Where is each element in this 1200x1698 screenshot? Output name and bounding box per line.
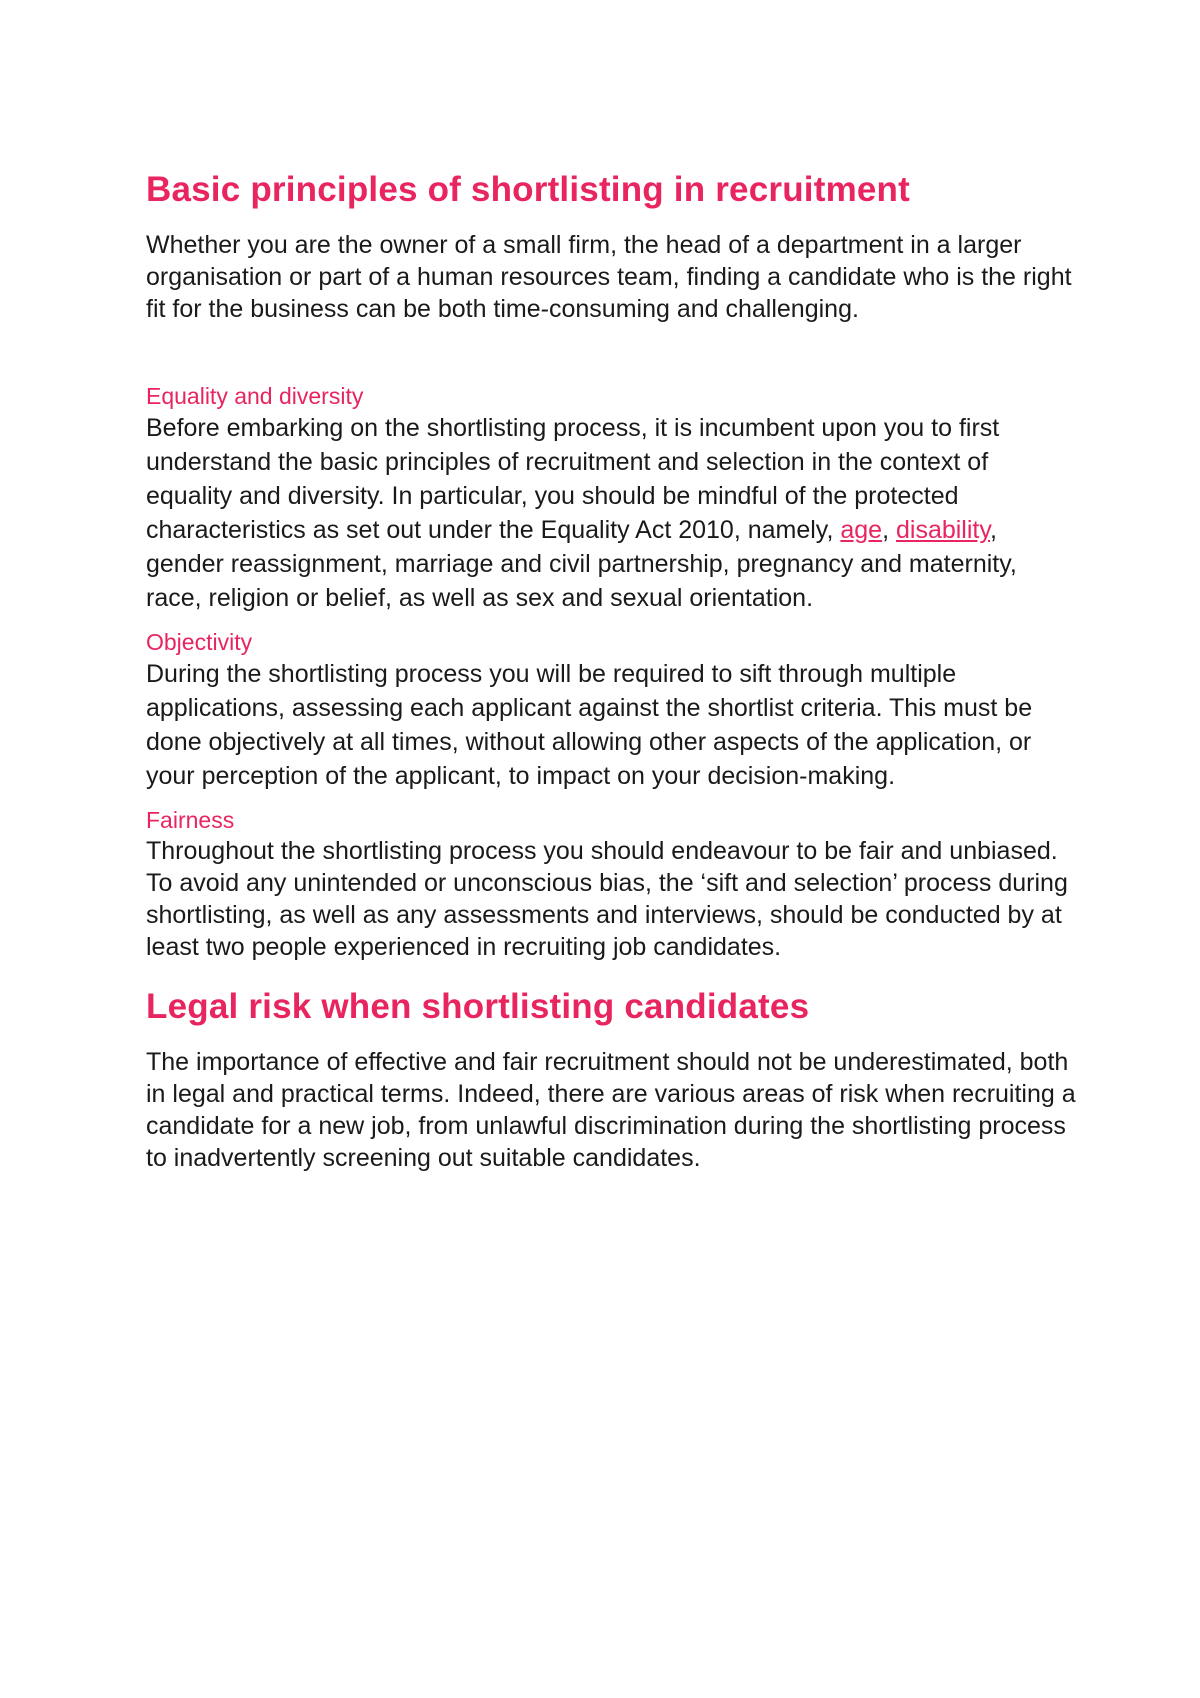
spacer bbox=[146, 793, 1076, 805]
equality-separator: , bbox=[882, 516, 896, 544]
subheading-fairness: Fairness bbox=[146, 807, 235, 833]
spacer bbox=[146, 325, 1076, 381]
equality-text-before: Before embarking on the shortlisting process, it is incumbent upon you to first understand the basic principles of recruitment and selection in the context of equality and diversity. In particular, you should be mindful of the protected characteristics as set out under the Equality Act 2010, namely, bbox=[146, 414, 1000, 544]
intro-paragraph: Whether you are the owner of a small firm, the head of a department in a larger organisation or part of a human resources team, finding a candidate who is the right fit for the business can be both time-consuming and challenging. bbox=[146, 231, 1072, 323]
fairness-paragraph: Throughout the shortlisting process you should endeavour to be fair and unbiased. To avoid any unintended or unconscious bias, the ‘sift and selection’ process during shortlisting, as well as any assessments and interviews, should be conducted by at least two people experienced in recruiting job candidates. bbox=[146, 837, 1068, 961]
document-page bbox=[146, 168, 1076, 1174]
legal-paragraph: The importance of effective and fair recruitment should not be underestimated, both in legal and practical terms. Indeed, there are various areas of risk when recruiting a candidate for a new job, from unlawful discrimination during the shortlisting process to inadvertently screening out suitable candidates. bbox=[146, 1048, 1076, 1172]
heading-basic-principles: Basic principles of shortlisting in recruitment bbox=[146, 170, 910, 209]
equality-text-after: , gender reassignment, marriage and civil partnership, pregnancy and maternity, race, religion or belief, as well as sex and sexual orientation. bbox=[146, 516, 1017, 612]
spacer bbox=[146, 615, 1076, 627]
subheading-objectivity: Objectivity bbox=[146, 629, 253, 655]
link-disability[interactable]: disability bbox=[895, 516, 991, 544]
equality-paragraph bbox=[146, 411, 1076, 615]
link-age[interactable]: age bbox=[840, 516, 883, 544]
objectivity-paragraph: During the shortlisting process you will be required to sift through multiple applications, assessing each applicant against the shortlist criteria. This must be done objectively at all times, without allowing other aspects of the application, or your perception of the applicant, to impact on your decision-making. bbox=[146, 660, 1033, 790]
subheading-equality-diversity: Equality and diversity bbox=[146, 383, 364, 409]
heading-legal-risk: Legal risk when shortlisting candidates bbox=[146, 987, 810, 1026]
